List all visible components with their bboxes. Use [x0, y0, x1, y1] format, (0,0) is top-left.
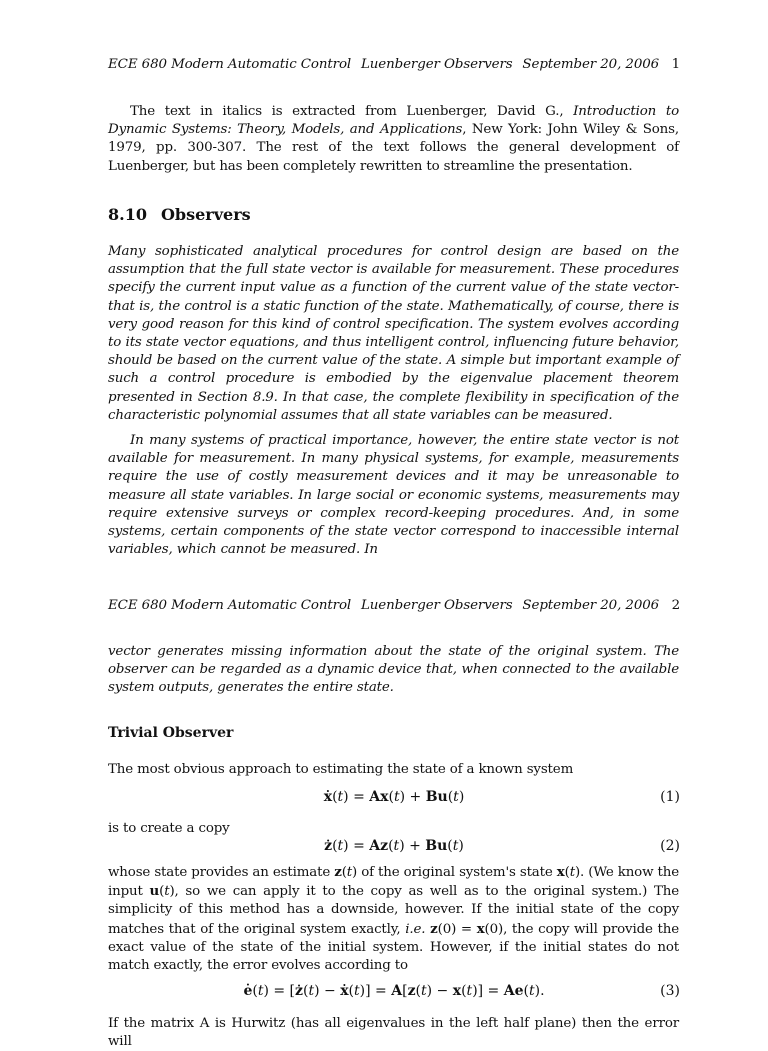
- header-date: September 20, 2006: [522, 598, 660, 613]
- header-page-number: 2: [671, 598, 680, 613]
- italic-paragraph-1: Many sophisticated analytical procedures for control design are based on the assumption that the full state vector is available for measurement. These procedures specify the current input value as a function of the current value of the state vector-that is, the control is a static function of the state. Mathematically, of course, there is very good reason for this kind of control specification. The system evolves according to its state vector equations, and thus intelligent control, influencing future behavior, should be based on the current value of the state. A simple but important example of such a control procedure is embodied by the eigenvalue placement theorem presented in Section 8.9. In that case, the complete flexibility in specification of the characteristic polynomial assumes that all state variables can be measured.: [108, 244, 679, 423]
- equation-number: (2): [660, 838, 680, 854]
- header-date: September 20, 2006: [522, 57, 660, 72]
- continuation-paragraph: vector generates missing information about the state of the original system. The observer can be regarded as a dynamic device that, when connected to the available system outputs, generates the entire state.: [108, 644, 679, 696]
- section-title: Observers: [160, 205, 251, 224]
- equation-2: [108, 838, 680, 858]
- body-text: is to create a copy: [108, 821, 230, 836]
- header-page-number: 1: [671, 57, 680, 72]
- header-course: ECE 680 Modern Automatic Control: [108, 57, 352, 72]
- section-number: 8.10: [108, 205, 147, 224]
- header-date-page: [522, 598, 680, 613]
- running-header: [108, 598, 680, 613]
- intro-paragraph: The text in italics is extracted from Luenberger, David G., Introduction to Dynamic Systems: Theory, Models, and Applications, New York: John Wiley & Sons, 1979, pp. 300-307. The rest of the text follows the general development of Luenberger, but has been completely rewritten to streamline the presentation.: [108, 104, 679, 174]
- equation-1-body: ẋ(t) = Ax(t) + Bu(t): [323, 789, 465, 805]
- equation-number: (3): [660, 983, 680, 999]
- italic-paragraph-2: In many systems of practical importance, however, the entire state vector is not available for measurement. In many physical systems, for example, measurements require the use of costly measurement devices and it may be unreasonable to measure all state variables. In large social or economic systems, measurements may require extensive surveys or complex record-keeping procedures. And, in some systems, certain components of the state vector correspond to inaccessible internal variables, which cannot be measured. In: [108, 433, 679, 558]
- running-header: [108, 57, 680, 72]
- equation-3: [108, 983, 680, 1003]
- equation-1: [108, 789, 680, 809]
- body-text: whose state provides an estimate z(t) of the original system's state x(t). (We know the input u(t), so we can apply it to the copy as well as to the original system.) The simplicity of this method has a downside, however. If the initial state of the copy matches that of the original system exactly, i.e. z(0) = x(0), the copy will provide the exact value of the state of the initial system. However, if the initial states do not match exactly, the error evolves according to: [108, 864, 680, 974]
- header-course: ECE 680 Modern Automatic Control: [108, 598, 352, 613]
- header-topic: Luenberger Observers: [360, 598, 513, 613]
- subsection-heading: Trivial Observer: [108, 725, 234, 741]
- equation-number: (1): [660, 789, 680, 805]
- body-text-cutoff: If the matrix A is Hurwitz (has all eigenvalues in the left half plane) then the error will: [108, 1016, 679, 1050]
- header-date-page: [522, 57, 680, 72]
- body-text: The most obvious approach to estimating the state of a known system: [108, 762, 574, 777]
- header-topic: Luenberger Observers: [360, 57, 513, 72]
- equation-3-body: ė(t) = [ż(t) − ẋ(t)] = A[z(t) − x(t)] = Ae(t).: [243, 983, 545, 999]
- equation-2-body: ż(t) = Az(t) + Bu(t): [324, 838, 464, 854]
- section-heading: [108, 205, 251, 224]
- book-title: Introduction to Dynamic Systems: Theory, Models, and Applications: [108, 104, 679, 138]
